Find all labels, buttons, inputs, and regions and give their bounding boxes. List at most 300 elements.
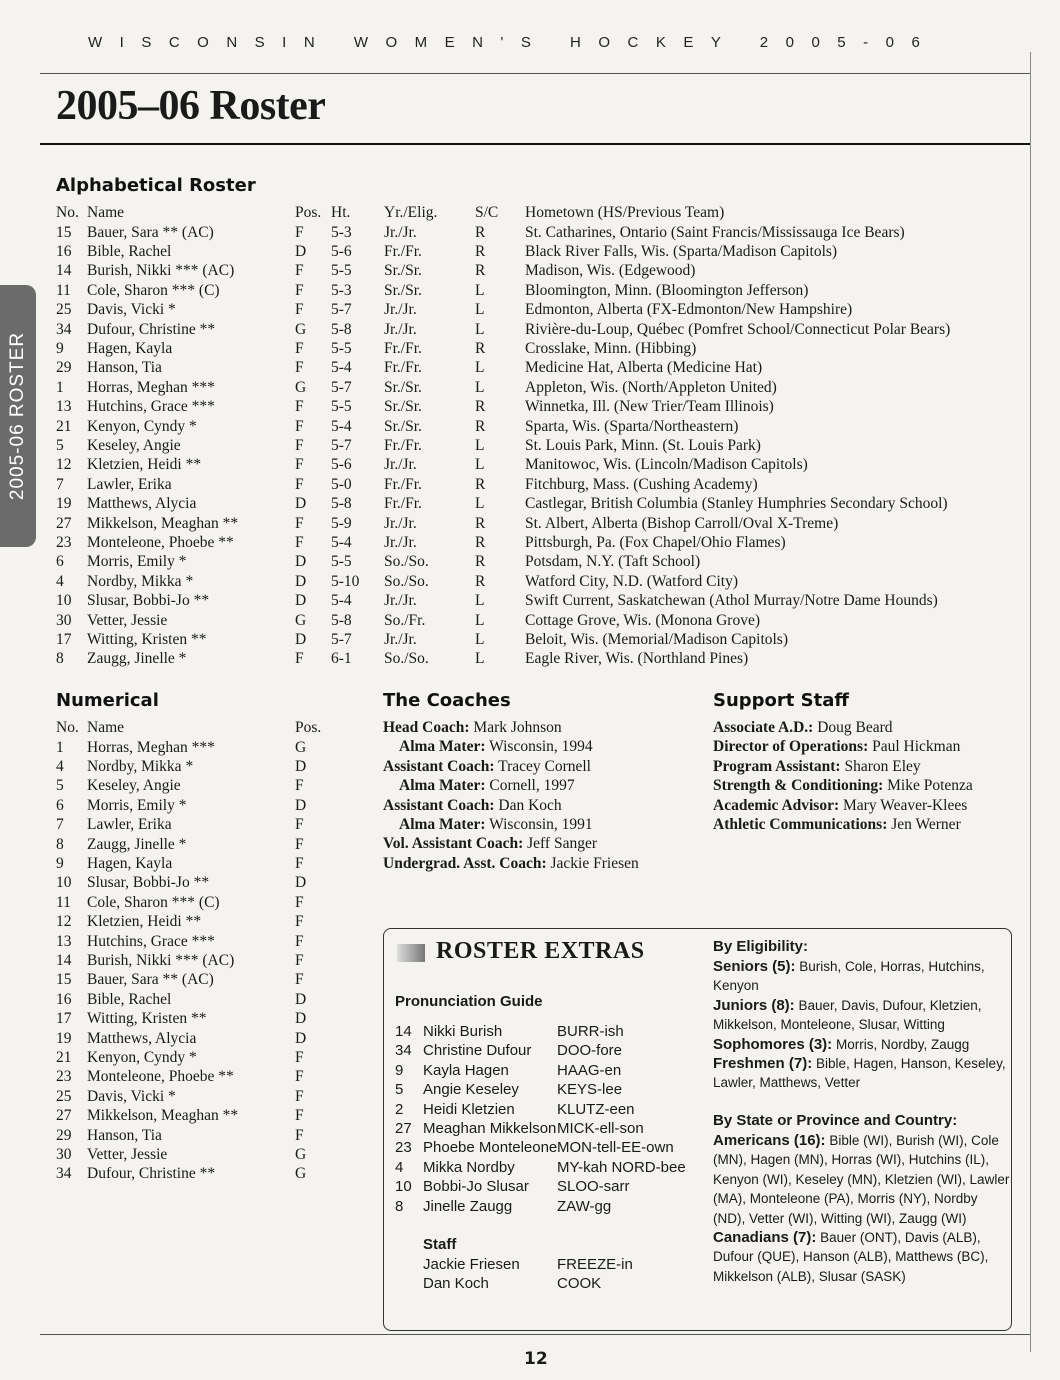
cell-sc: R: [475, 417, 486, 435]
cell-home: Winnetka, Ill. (New Trier/Team Illinois): [525, 398, 774, 416]
support-name: Jen Werner: [891, 816, 961, 833]
cell-name: Cole, Sharon *** (C): [87, 893, 220, 911]
cell-yr: Jr./Jr.: [384, 320, 417, 338]
cell-ht: 5-4: [331, 359, 352, 377]
cell-home: Beloit, Wis. (Memorial/Madison Capitols): [525, 630, 789, 648]
coach-role: Assistant Coach:: [383, 757, 495, 775]
cell-yr: Fr./Fr.: [384, 495, 422, 513]
coach-line: [399, 776, 575, 795]
cell-pos: G: [295, 611, 307, 629]
support-line: [713, 815, 961, 834]
page-number: 12: [524, 1349, 548, 1369]
cell-home: Eagle River, Wis. (Northland Pines): [525, 650, 749, 668]
cell-ht: 5-7: [331, 630, 352, 648]
cell-pos: F: [295, 951, 304, 969]
coach-role: Alma Mater:: [399, 816, 486, 833]
cell-ht: 5-5: [331, 262, 352, 280]
running-header: WISCONSIN WOMEN'S HOCKEY 2005-06: [88, 34, 938, 51]
pronunciation-name: Nikki Burish: [423, 1023, 503, 1040]
cell-yr: Sr./Sr.: [384, 281, 422, 299]
state-label: Canadians (7):: [713, 1229, 817, 1247]
cell-ht: 5-8: [331, 495, 352, 513]
cell-no: 23: [56, 533, 72, 551]
cell-no: 10: [56, 592, 72, 610]
header-pos: Pos.: [295, 204, 322, 221]
coach-line: [383, 796, 562, 815]
pronunciation-number: 8: [395, 1197, 404, 1215]
cell-name: Vetter, Jessie: [87, 611, 168, 629]
eligibility-names: Bauer, Davis, Dufour, Kletzien, Mikkelson, Monteleone, Slusar, Witting: [713, 997, 982, 1033]
cell-name: Bauer, Sara ** (AC): [87, 971, 214, 989]
cell-no: 9: [56, 854, 64, 872]
pronunciation-number: 4: [395, 1158, 404, 1176]
header-ht: Ht.: [331, 204, 351, 221]
support-name: Doug Beard: [817, 719, 893, 736]
cell-name: Hanson, Tia: [87, 359, 162, 377]
pronunciation-say: COOK: [557, 1275, 602, 1293]
cell-no: 12: [56, 456, 72, 474]
cell-no: 17: [56, 630, 72, 648]
pronunciation-say: KEYS-lee: [557, 1081, 623, 1099]
state-names: Bible (WI), Burish (WI), Cole (MN), Hagen (MN), Horras (WI), Hutchins (IL), Kenyon (WI), Keseley (MN), Kletzien (WI), Lawler (MA), Monteleone (PA), Morris (NY), Nordby (ND), Vetter (WI), Witting (WI), Zaugg (WI): [713, 1133, 1010, 1226]
header-rule: [40, 73, 1030, 74]
cell-pos: D: [295, 495, 307, 513]
pronunciation-number: 34: [395, 1042, 412, 1060]
support-role: Strength & Conditioning:: [713, 777, 884, 795]
cell-ht: 6-1: [331, 650, 352, 668]
cell-pos: D: [295, 1010, 307, 1028]
cell-pos: F: [295, 301, 304, 319]
cell-yr: So./So.: [384, 553, 429, 571]
coach-name: Cornell, 1997: [489, 777, 575, 795]
coach-line: [383, 757, 591, 776]
cell-pos: D: [295, 592, 307, 610]
pronunciation-number: 2: [395, 1100, 404, 1118]
cell-name: Burish, Nikki *** (AC): [87, 262, 235, 280]
cell-no: 4: [56, 757, 64, 775]
cell-pos: G: [295, 378, 307, 396]
cell-home: Appleton, Wis. (North/Appleton United): [525, 378, 777, 396]
cell-name: Matthews, Alycia: [87, 495, 197, 513]
cell-sc: R: [475, 572, 486, 590]
cell-pos: F: [295, 893, 304, 911]
pronunciation-say: MON-tell-EE-own: [557, 1139, 674, 1157]
support-role: Associate A.D.:: [713, 719, 814, 736]
cell-no: 8: [56, 650, 64, 668]
cell-no: 19: [56, 495, 72, 513]
eligibility-label: Juniors (8):: [713, 996, 795, 1014]
cell-name: Horras, Meghan ***: [87, 378, 215, 396]
cell-pos: F: [295, 475, 304, 493]
cell-home: Madison, Wis. (Edgewood): [525, 262, 696, 280]
support-name: Paul Hickman: [872, 738, 961, 756]
cell-name: Bauer, Sara ** (AC): [87, 223, 214, 241]
state-names: Bauer (ONT), Davis (ALB), Dufour (QUE), Hanson (ALB), Matthews (BC), Mikkelson (ALB), Slusar (SASK): [713, 1230, 989, 1284]
cell-no: 4: [56, 572, 64, 590]
pronunciation-say: MY-kah NORD-bee: [557, 1158, 686, 1176]
frame-right-rule: [1030, 52, 1031, 1352]
cell-yr: Sr./Sr.: [384, 417, 422, 435]
cell-no: 7: [56, 475, 64, 493]
pronunciation-say: HAAG-en: [557, 1061, 622, 1079]
pronunciation-name: Kayla Hagen: [423, 1061, 509, 1079]
cell-pos: F: [295, 456, 304, 474]
cell-ht: 5-7: [331, 301, 352, 319]
cell-pos: F: [295, 835, 304, 853]
cell-ht: 5-5: [331, 398, 352, 416]
pronunciation-name: Angie Keseley: [423, 1081, 519, 1099]
cell-yr: So./So.: [384, 572, 429, 590]
header-name: Name: [87, 719, 125, 736]
support-role: Director of Operations:: [713, 738, 869, 756]
header-no: No.: [56, 719, 79, 736]
pronunciation-say: FREEZE-in: [557, 1256, 633, 1273]
cell-pos: F: [295, 932, 304, 950]
cell-name: Kenyon, Cyndy *: [87, 1048, 197, 1066]
cell-name: Hagen, Kayla: [87, 339, 173, 357]
cell-ht: 5-7: [331, 378, 352, 396]
page-title: 2005–06 Roster: [56, 83, 326, 129]
support-role: Academic Advisor:: [713, 796, 840, 814]
cell-name: Monteleone, Phoebe **: [87, 1068, 234, 1086]
cell-pos: F: [295, 1107, 304, 1125]
cell-name: Kletzien, Heidi **: [87, 913, 202, 931]
cell-home: Bloomington, Minn. (Bloomington Jefferson): [525, 281, 809, 299]
header-yr: Yr./Elig.: [384, 204, 438, 221]
cell-home: Manitowoc, Wis. (Lincoln/Madison Capitols): [525, 456, 808, 474]
cell-sc: L: [475, 495, 485, 513]
cell-home: Swift Current, Saskatchewan (Athol Murray/Notre Dame Hounds): [525, 592, 938, 610]
cell-name: Cole, Sharon *** (C): [87, 281, 220, 299]
header-name: Name: [87, 204, 125, 221]
eligibility-names: Burish, Cole, Horras, Hutchins, Kenyon: [713, 959, 985, 994]
cell-name: Hagen, Kayla: [87, 854, 173, 872]
cell-pos: D: [295, 796, 307, 814]
cell-ht: 5-6: [331, 242, 352, 260]
cell-ht: 5-4: [331, 533, 352, 551]
cell-home: Potsdam, N.Y. (Taft School): [525, 553, 701, 571]
coach-name: Mark Johnson: [473, 719, 562, 736]
cell-no: 13: [56, 932, 72, 950]
cell-ht: 5-0: [331, 475, 352, 493]
cell-name: Slusar, Bobbi-Jo **: [87, 592, 210, 610]
cell-yr: Jr./Jr.: [384, 514, 417, 532]
cell-pos: F: [295, 262, 304, 280]
cell-no: 27: [56, 514, 72, 532]
cell-pos: F: [295, 514, 304, 532]
state-title: By State or Province and Country:: [713, 1112, 958, 1129]
coach-line: [383, 854, 639, 873]
eligibility-names: Morris, Nordby, Zaugg: [835, 1036, 970, 1052]
side-tab-label: 2005-06 ROSTER: [7, 331, 28, 501]
eligibility-entry: [713, 1035, 1013, 1054]
footer-rule: [40, 1334, 1030, 1335]
cell-ht: 5-7: [331, 436, 352, 454]
pronunciation-guide-title: Pronunciation Guide: [395, 993, 543, 1010]
cell-no: 19: [56, 1029, 72, 1047]
support-role: Program Assistant:: [713, 757, 841, 775]
cell-sc: R: [475, 223, 486, 241]
cell-pos: D: [295, 572, 307, 590]
cell-pos: F: [295, 339, 304, 357]
eligibility-list: [713, 957, 1013, 1093]
cell-yr: Jr./Jr.: [384, 223, 417, 241]
cell-no: 30: [56, 611, 72, 629]
cell-sc: L: [475, 301, 485, 319]
side-tab: [0, 285, 36, 547]
state-list: [713, 1131, 1013, 1286]
cell-ht: 5-6: [331, 456, 352, 474]
cell-no: 7: [56, 816, 64, 834]
coach-line: [383, 718, 562, 737]
cell-name: Monteleone, Phoebe **: [87, 533, 234, 551]
cell-home: St. Louis Park, Minn. (St. Louis Park): [525, 436, 761, 454]
cell-pos: D: [295, 242, 307, 260]
cell-pos: F: [295, 1126, 304, 1144]
cell-home: Sparta, Wis. (Sparta/Northeastern): [525, 417, 739, 435]
cell-name: Lawler, Erika: [87, 475, 172, 493]
cell-sc: L: [475, 359, 485, 377]
header-sc: S/C: [475, 204, 499, 221]
cell-sc: L: [475, 378, 485, 396]
cell-name: Davis, Vicki *: [87, 301, 176, 319]
cell-name: Keseley, Angie: [87, 436, 181, 454]
cell-yr: Fr./Fr.: [384, 436, 422, 454]
cell-no: 15: [56, 971, 72, 989]
cell-no: 6: [56, 796, 64, 814]
eligibility-entry: [713, 1054, 1013, 1093]
cell-ht: 5-5: [331, 553, 352, 571]
pronunciation-number: 23: [395, 1139, 412, 1157]
cell-name: Mikkelson, Meaghan **: [87, 514, 239, 532]
eligibility-names: Bible, Hagen, Hanson, Keseley, Lawler, Matthews, Vetter: [713, 1056, 1006, 1091]
header-no: No.: [56, 204, 79, 221]
cell-pos: F: [295, 436, 304, 454]
pronunciation-say: BURR-ish: [557, 1023, 624, 1040]
eligibility-entry: [713, 957, 1013, 996]
pronunciation-say: MICK-ell-son: [557, 1120, 644, 1137]
title-rule: [40, 143, 1030, 145]
extras-marker: [397, 944, 425, 962]
cell-yr: Fr./Fr.: [384, 242, 422, 260]
cell-no: 14: [56, 951, 72, 969]
coach-line: [399, 737, 593, 756]
cell-yr: Fr./Fr.: [384, 339, 422, 357]
cell-no: 25: [56, 1087, 72, 1105]
coach-name: Dan Koch: [498, 796, 562, 814]
cell-ht: 5-8: [331, 320, 352, 338]
cell-name: Nordby, Mikka *: [87, 572, 194, 590]
cell-pos: G: [295, 320, 307, 338]
cell-pos: D: [295, 757, 307, 775]
cell-name: Keseley, Angie: [87, 777, 181, 795]
coach-name: Wisconsin, 1994: [489, 738, 593, 756]
cell-no: 34: [56, 1165, 72, 1183]
cell-yr: Sr./Sr.: [384, 378, 422, 396]
state-label: Americans (16):: [713, 1132, 826, 1149]
cell-sc: R: [475, 475, 486, 493]
cell-name: Vetter, Jessie: [87, 1145, 168, 1163]
support-role: Athletic Communications:: [713, 816, 888, 833]
cell-home: Crosslake, Minn. (Hibbing): [525, 339, 697, 357]
cell-home: Rivière-du-Loup, Québec (Pomfret School/Connecticut Polar Bears): [525, 320, 951, 338]
cell-name: Lawler, Erika: [87, 816, 172, 834]
header-pos: Pos.: [295, 719, 322, 736]
cell-yr: Fr./Fr.: [384, 475, 422, 493]
cell-pos: F: [295, 281, 304, 299]
eligibility-title: By Eligibility:: [713, 938, 809, 955]
cell-no: 10: [56, 874, 72, 892]
cell-name: Morris, Emily *: [87, 553, 187, 571]
pronunciation-say: KLUTZ-een: [557, 1100, 635, 1118]
cell-pos: D: [295, 874, 307, 892]
cell-no: 29: [56, 1126, 72, 1144]
cell-name: Bible, Rachel: [87, 990, 172, 1008]
cell-ht: 5-10: [331, 572, 360, 590]
eligibility-label: Seniors (5):: [713, 958, 796, 975]
cell-no: 25: [56, 301, 72, 319]
cell-pos: F: [295, 1087, 304, 1105]
cell-home: Edmonton, Alberta (FX-Edmonton/New Hampshire): [525, 301, 853, 319]
cell-no: 16: [56, 990, 72, 1008]
coach-name: Jeff Sanger: [527, 835, 597, 853]
cell-name: Horras, Meghan ***: [87, 738, 215, 756]
cell-no: 15: [56, 223, 72, 241]
cell-pos: F: [295, 913, 304, 931]
cell-home: Watford City, N.D. (Watford City): [525, 572, 739, 590]
cell-name: Kenyon, Cyndy *: [87, 417, 197, 435]
cell-yr: So./So.: [384, 650, 429, 668]
cell-no: 14: [56, 262, 72, 280]
pronunciation-number: 14: [395, 1023, 412, 1040]
cell-sc: L: [475, 592, 485, 610]
cell-name: Mikkelson, Meaghan **: [87, 1107, 239, 1125]
support-line: [713, 796, 967, 815]
cell-ht: 5-4: [331, 417, 352, 435]
cell-home: Pittsburgh, Pa. (Fox Chapel/Ohio Flames): [525, 533, 786, 551]
cell-sc: R: [475, 553, 486, 571]
cell-sc: L: [475, 456, 485, 474]
cell-no: 5: [56, 436, 64, 454]
pronunciation-name: Bobbi-Jo Slusar: [423, 1178, 529, 1196]
cell-yr: Jr./Jr.: [384, 533, 417, 551]
cell-sc: R: [475, 533, 486, 551]
cell-pos: G: [295, 738, 307, 756]
cell-name: Matthews, Alycia: [87, 1029, 197, 1047]
header-home: Hometown (HS/Previous Team): [525, 204, 725, 221]
eligibility-label: Freshmen (7):: [713, 1055, 813, 1073]
cell-no: 23: [56, 1068, 72, 1086]
cell-name: Dufour, Christine **: [87, 320, 216, 338]
cell-home: Medicine Hat, Alberta (Medicine Hat): [525, 359, 763, 377]
cell-no: 12: [56, 913, 72, 931]
pronunciation-name: Phoebe Monteleone: [423, 1139, 558, 1157]
cell-yr: Sr./Sr.: [384, 398, 422, 416]
cell-no: 29: [56, 359, 72, 377]
cell-name: Witting, Kristen **: [87, 1010, 207, 1028]
cell-no: 5: [56, 777, 64, 795]
cell-sc: L: [475, 650, 485, 668]
cell-ht: 5-3: [331, 281, 352, 299]
cell-name: Hutchins, Grace ***: [87, 398, 215, 416]
cell-name: Zaugg, Jinelle *: [87, 650, 187, 668]
support-line: [713, 757, 921, 776]
cell-pos: F: [295, 777, 304, 795]
cell-name: Burish, Nikki *** (AC): [87, 951, 235, 969]
cell-pos: F: [295, 359, 304, 377]
coach-role: Alma Mater:: [399, 777, 486, 795]
state-entry: [713, 1131, 1013, 1228]
support-name: Mary Weaver-Klees: [843, 796, 968, 814]
cell-yr: Jr./Jr.: [384, 301, 417, 319]
cell-no: 16: [56, 242, 72, 260]
pronunciation-number: 10: [395, 1178, 412, 1196]
pronunciation-number: 27: [395, 1120, 412, 1137]
cell-sc: L: [475, 436, 485, 454]
cell-pos: F: [295, 417, 304, 435]
cell-pos: D: [295, 553, 307, 571]
cell-home: St. Catharines, Ontario (Saint Francis/Mississauga Ice Bears): [525, 223, 905, 241]
cell-pos: D: [295, 1029, 307, 1047]
cell-pos: F: [295, 223, 304, 241]
pronunciation-number: 5: [395, 1081, 404, 1099]
coach-line: [399, 815, 593, 834]
cell-no: 13: [56, 398, 72, 416]
cell-name: Witting, Kristen **: [87, 630, 207, 648]
cell-no: 11: [56, 281, 71, 299]
cell-pos: D: [295, 630, 307, 648]
cell-sc: L: [475, 320, 485, 338]
cell-home: Cottage Grove, Wis. (Monona Grove): [525, 611, 760, 629]
cell-pos: F: [295, 533, 304, 551]
cell-ht: 5-5: [331, 339, 352, 357]
cell-home: Black River Falls, Wis. (Sparta/Madison Capitols): [525, 242, 838, 260]
cell-ht: 5-3: [331, 223, 352, 241]
cell-no: 9: [56, 339, 64, 357]
coach-line: [383, 834, 597, 853]
coach-name: Wisconsin, 1991: [489, 816, 593, 833]
cell-yr: Fr./Fr.: [384, 359, 422, 377]
cell-pos: F: [295, 816, 304, 834]
cell-pos: F: [295, 398, 304, 416]
cell-home: St. Albert, Alberta (Bishop Carroll/Oval X-Treme): [525, 514, 839, 532]
cell-no: 21: [56, 417, 72, 435]
cell-ht: 5-8: [331, 611, 352, 629]
cell-sc: R: [475, 262, 486, 280]
coach-name: Jackie Friesen: [550, 854, 639, 872]
cell-yr: Jr./Jr.: [384, 592, 417, 610]
support-name: Sharon Eley: [844, 757, 921, 775]
cell-sc: L: [475, 630, 485, 648]
coach-role: Alma Mater:: [399, 738, 486, 756]
cell-yr: Jr./Jr.: [384, 456, 417, 474]
cell-pos: F: [295, 650, 304, 668]
cell-name: Kletzien, Heidi **: [87, 456, 202, 474]
cell-name: Slusar, Bobbi-Jo **: [87, 874, 210, 892]
cell-pos: F: [295, 1048, 304, 1066]
pronunciation-number: 9: [395, 1061, 404, 1079]
coach-role: Undergrad. Asst. Coach:: [383, 854, 547, 872]
cell-home: Fitchburg, Mass. (Cushing Academy): [525, 475, 758, 493]
cell-name: Nordby, Mikka *: [87, 757, 194, 775]
cell-no: 11: [56, 893, 71, 911]
support-name: Mike Potenza: [887, 777, 973, 795]
pronunciation-name: Dan Koch: [423, 1275, 489, 1293]
pronunciation-say: ZAW-gg: [557, 1197, 612, 1215]
support-staff-title: Support Staff: [713, 690, 849, 711]
cell-sc: L: [475, 611, 485, 629]
cell-no: 6: [56, 553, 64, 571]
